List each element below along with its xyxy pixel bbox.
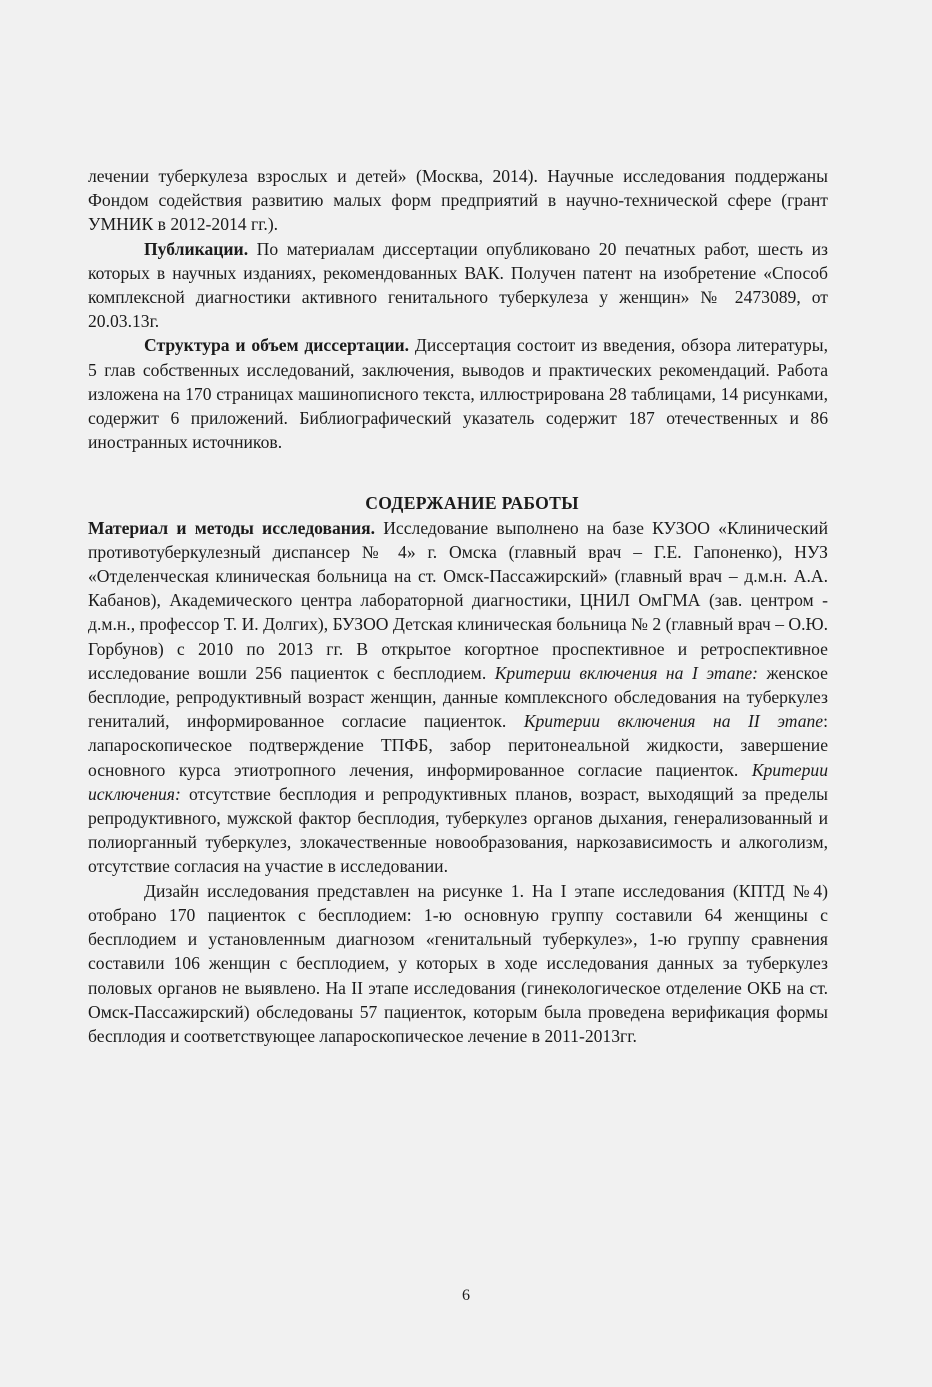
methods-text-4: отсутствие бесплодия и репродуктивных планов, возраст, выходящий за пределы репродуктивного, мужской фактор бесплодия, туберкулез органов дыхания, генерализованный и полиорганный туберкулез, злокачественные новообразования, наркозависимость и алкоголизм, отсутствие согласия на участие в исследовании.	[88, 783, 828, 877]
paragraph-structure	[88, 333, 828, 454]
page-number: 6	[462, 1287, 470, 1304]
methods-text-1: Исследование выполнено на базе КУЗОО «Клинический противотуберкулезный диспансер № 4» г. Омска (главный врач – Г.Е. Гапоненко), НУЗ «Отделенческая клиническая больница на ст. Омск-Пассажирский» (главный врач – д.м.н. А.А. Кабанов), Академического центра лабораторной диагностики, ЦНИЛ ОмГМА (зав. центром - д.м.н., профессор Т. И. Долгих), БУЗОО Детская клиническая больница № 2 (главный врач – О.Ю. Горбунов) с 2010 по 2013 гг. В открытое когортное проспективное и ретроспективное исследование вошли 256 пациенток с бесплодием.	[88, 517, 828, 683]
publications-heading: Публикации.	[144, 238, 249, 259]
paragraph-grant	[88, 164, 828, 237]
design-text: Дизайн исследования представлен на рисунке 1. На I этапе исследования (КПТД №4) отобрано 170 пациенток с бесплодием: 1-ю основную группу составили 64 женщины с бесплодием и установленным диагнозом «генитальный туберкулез», 1-ю группу сравнения составили 106 женщин с бесплодием, у которых в ходе исследования данных за туберкулез половых органов не выявлено. На II этапе исследования (гинекологическое отделение ОКБ на ст. Омск-Пассажирский) обследованы 57 пациенток, которым была проведена верификация формы бесплодия и соответствующее лапароскопическое лечение в 2011-2013гг.	[88, 880, 828, 1046]
body-text	[88, 164, 828, 1048]
methods-text-2: женское бесплодие, репродуктивный возраст женщин, данные комплексного обследования на туберкулез гениталий, информированное согласие пациенток.	[88, 662, 828, 732]
grant-text: лечении туберкулеза взрослых и детей» (Москва, 2014). Научные исследования поддержаны Фондом содействия развитию малых форм предприятий в научно-технической сфере (грант УМНИК в 2012-2014 гг.).	[88, 166, 828, 235]
methods-heading: Материал и методы исследования.	[88, 517, 376, 538]
methods-text-3: : лапароскопическое подтверждение ТПФБ, забор перитонеальной жидкости, завершение основного курса этиотропного лечения, информированное согласие пациенток.	[88, 711, 828, 780]
section-gap	[88, 454, 828, 491]
structure-text: Диссертация состоит из введения, обзора литературы, 5 глав собственных исследований, заключения, выводов и практических рекомендаций. Работа изложена на 170 страницах машинописного текста, иллюстрирована 28 таблицами, 14 рисунками, содержит 6 приложений. Библиографический указатель содержит 187 отечественных и 86 иностранных источников.	[88, 335, 828, 453]
paragraph-publications	[88, 237, 828, 334]
structure-heading: Структура и объем диссертации.	[144, 335, 410, 356]
inclusion-criteria-stage2-label: Критерии включения на II этапе	[523, 711, 824, 732]
exclusion-criteria-label: Критерии исключения:	[88, 759, 828, 804]
section-title: СОДЕРЖАНИЕ РАБОТЫ	[365, 493, 579, 514]
inclusion-criteria-stage1-label: Критерии включения на I этапе:	[494, 662, 759, 683]
paragraph-design	[88, 879, 828, 1048]
paragraph-methods	[88, 516, 828, 879]
publications-text: По материалам диссертации опубликовано 20 печатных работ, шесть из которых в научных изданиях, рекомендованных ВАК. Получен патент на изобретение «Способ комплексной диагностики активного генитального туберкулеза у женщин» № 2473089, от 20.03.13г.	[88, 238, 828, 332]
